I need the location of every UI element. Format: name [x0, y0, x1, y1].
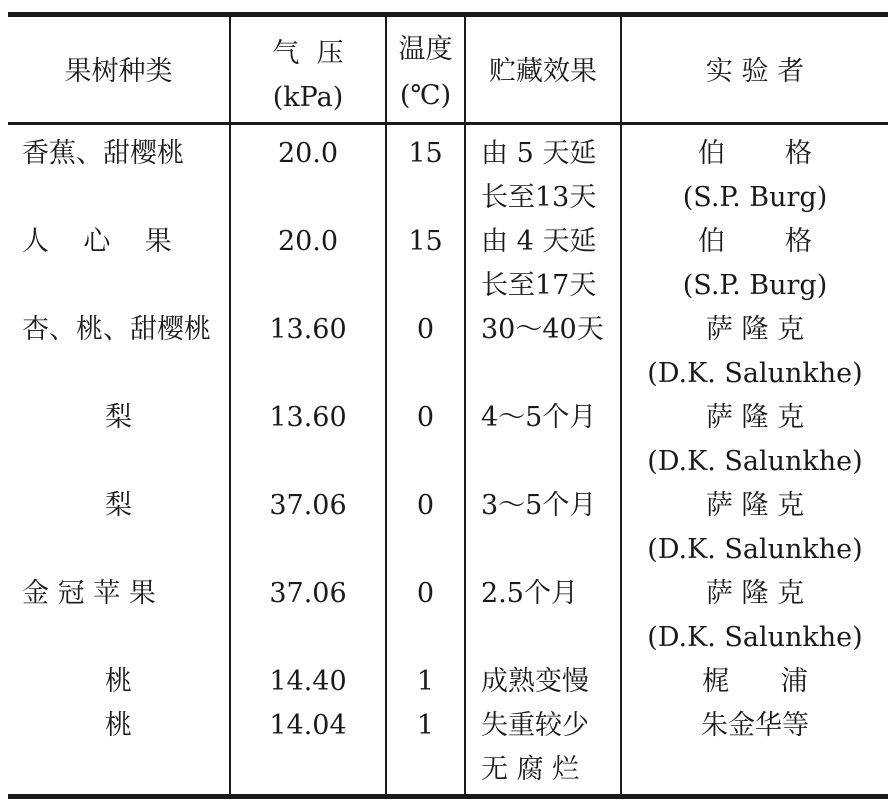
- cell-temperature: 1: [416, 710, 435, 741]
- cell-fruit: 桃: [105, 666, 132, 697]
- cell-pressure: 14.04: [269, 710, 347, 741]
- cell-effect-line1: 失重较少: [481, 710, 589, 741]
- cell-effect-line2: 长至13天: [481, 182, 597, 213]
- cell-effect-line1: 2.5个月: [481, 578, 578, 609]
- table-bottom-rule: [8, 794, 888, 799]
- header-pressure: 气 压: [272, 38, 344, 69]
- cell-fruit: 金 冠 苹 果: [22, 578, 156, 609]
- cell-effect-line1: 30～40天: [481, 314, 604, 345]
- cell-fruit: 人 心 果: [22, 226, 172, 257]
- cell-researcher-name: 萨 隆 克: [705, 314, 805, 345]
- cell-temperature: 1: [416, 666, 435, 697]
- header-temperature-unit: (℃): [399, 80, 452, 111]
- cell-researcher-name: 伯 格: [697, 138, 813, 169]
- cell-effect-line1: 3～5个月: [481, 490, 597, 521]
- cell-fruit: 杏、桃、甜樱桃: [22, 314, 211, 345]
- cell-researcher-name: 朱金华等: [701, 710, 809, 741]
- cell-pressure: 37.06: [269, 578, 347, 609]
- cell-researcher-name: 萨 隆 克: [705, 402, 805, 433]
- cell-researcher-latin: (S.P. Burg): [682, 182, 828, 213]
- cell-temperature: 0: [416, 314, 435, 345]
- cell-effect-line1: 由 5 天延: [481, 138, 597, 169]
- header-storage-effect: 贮藏效果: [489, 56, 597, 87]
- table-top-rule: [8, 12, 888, 17]
- cell-researcher-name: 萨 隆 克: [705, 490, 805, 521]
- cell-researcher-name: 伯 格: [697, 226, 813, 257]
- cell-researcher-latin: (D.K. Salunkhe): [647, 534, 863, 565]
- cell-pressure: 14.40: [269, 666, 347, 697]
- column-divider: [464, 14, 466, 796]
- cell-researcher-latin: (S.P. Burg): [682, 270, 828, 301]
- header-fruit-type: 果树种类: [64, 56, 173, 87]
- table-header-rule: [8, 122, 888, 125]
- cell-temperature: 15: [408, 138, 443, 169]
- cell-temperature: 0: [416, 578, 435, 609]
- cell-researcher-latin: (D.K. Salunkhe): [647, 358, 863, 389]
- cell-pressure: 13.60: [269, 402, 347, 433]
- cell-effect-line2: 长至17天: [481, 270, 597, 301]
- header-temperature: 温度: [398, 34, 453, 65]
- header-researcher: 实 验 者: [705, 56, 805, 87]
- cell-pressure: 37.06: [269, 490, 347, 521]
- cell-temperature: 0: [416, 490, 435, 521]
- cell-temperature: 0: [416, 402, 435, 433]
- cell-researcher-name: 萨 隆 克: [705, 578, 805, 609]
- cell-effect-line1: 4～5个月: [481, 402, 597, 433]
- cell-fruit: 桃: [105, 710, 132, 741]
- cell-pressure: 20.0: [277, 226, 339, 257]
- cell-fruit: 梨: [105, 402, 132, 433]
- cell-pressure: 13.60: [269, 314, 347, 345]
- cell-researcher-latin: (D.K. Salunkhe): [647, 446, 863, 477]
- cell-fruit: 梨: [105, 490, 132, 521]
- cell-pressure: 20.0: [277, 138, 339, 169]
- cell-fruit: 香蕉、甜樱桃: [22, 138, 184, 169]
- header-pressure-unit: (kPa): [272, 82, 344, 113]
- cell-researcher-latin: (D.K. Salunkhe): [647, 622, 863, 653]
- cell-temperature: 15: [408, 226, 443, 257]
- cell-effect-line1: 成熟变慢: [481, 666, 589, 697]
- cell-effect-line2: 无 腐 烂: [481, 754, 580, 785]
- cell-researcher-name: 梶 浦: [702, 666, 808, 697]
- cell-effect-line1: 由 4 天延: [481, 226, 597, 257]
